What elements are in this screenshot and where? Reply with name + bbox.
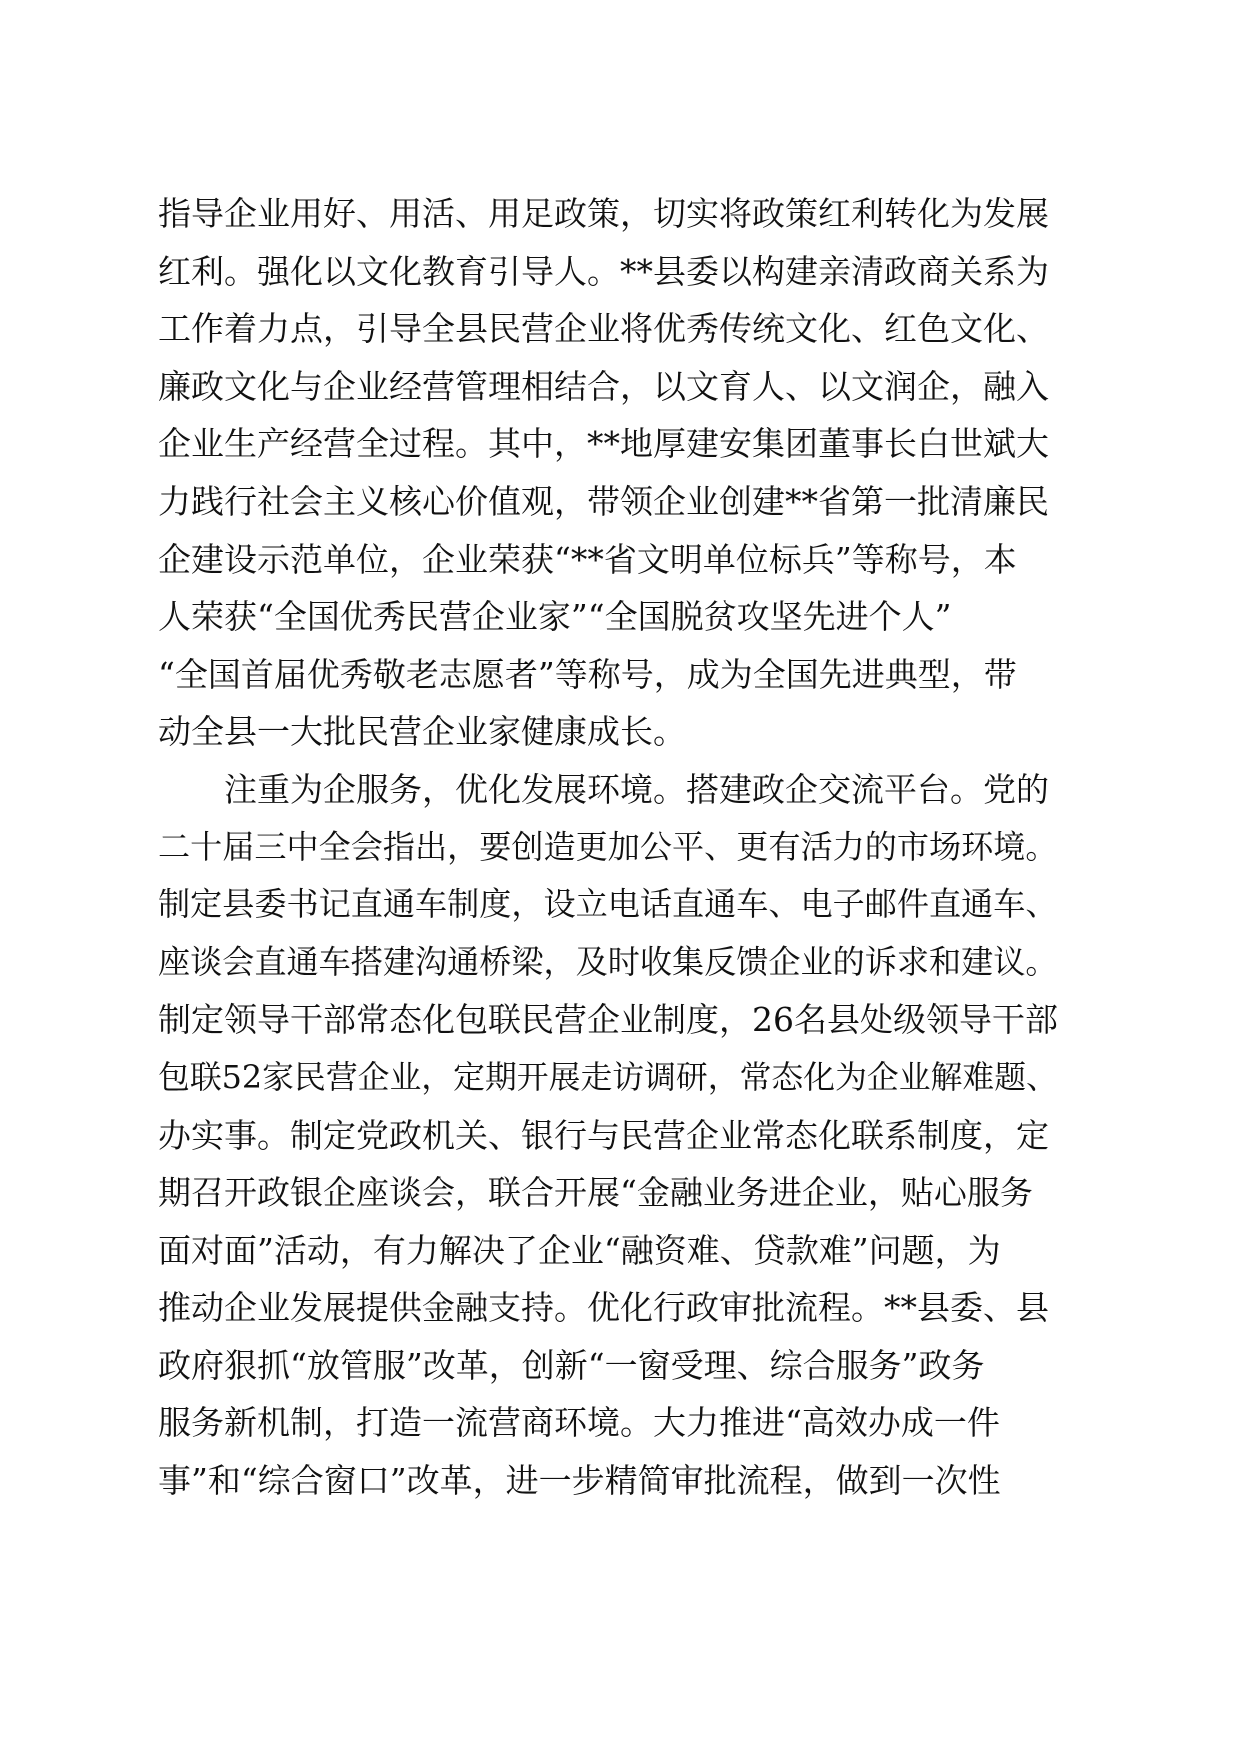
- text-line: 办实事。制定党政机关、银行与民营企业常态化联系制度，定: [158, 1115, 1049, 1155]
- text-line: 二十届三中全会指出，要创造更加公平、更有活力的市场环境。: [158, 827, 1058, 866]
- text-line: 服务新机制，打造一流营商环境。大力推进“高效办成一件: [158, 1403, 1000, 1443]
- text-line: 政府狠抓“放管服”改革，创新“一窗受理、综合服务”政务: [158, 1345, 985, 1385]
- text-line: 企业生产经营全过程。其中，**地厚建安集团董事长白世斌大: [158, 424, 1049, 464]
- text-line: 包联52家民营企业，定期开展走访调研，常态化为企业解难题、: [158, 1057, 1058, 1096]
- text-line: 制定县委书记直通车制度，设立电话直通车、电子邮件直通车、: [158, 885, 1058, 924]
- text-line: 面对面”活动，有力解决了企业“融资难、贷款难”问题，为: [158, 1230, 1001, 1270]
- text-line: 制定领导干部常态化包联民营企业制度，26名县处级领导干部: [158, 1000, 1058, 1040]
- paragraph-start-line: 注重为企服务，优化发展环境。搭建政企交流平台。党的: [224, 769, 1049, 809]
- text-line: 工作着力点，引导全县民营企业将优秀传统文化、红色文化、: [158, 309, 1049, 349]
- text-line: 期召开政银企座谈会，联合开展“金融业务进企业，贴心服务: [158, 1173, 1033, 1213]
- text-line: 力践行社会主义核心价值观，带领企业创建**省第一批清廉民: [158, 481, 1049, 521]
- text-line: 动全县一大批民营企业家健康成长。: [158, 712, 686, 752]
- text-line: 推动企业发展提供金融支持。优化行政审批流程。**县委、县: [158, 1288, 1049, 1328]
- text-line: 廉政文化与企业经营管理相结合，以文育人、以文润企，融入: [158, 366, 1049, 406]
- text-line: 红利。强化以文化教育引导人。**县委以构建亲清政商关系为: [158, 251, 1049, 291]
- body-text: [158, 185, 1058, 1510]
- text-line: 座谈会直通车搭建沟通桥梁，及时收集反馈企业的诉求和建议。: [158, 942, 1058, 981]
- text-line: 人荣获“全国优秀民营企业家”“全国脱贫攻坚先进个人”: [158, 597, 952, 637]
- text-line: 企建设示范单位，企业荣获“**省文明单位标兵”等称号，本: [158, 539, 1017, 579]
- text-line: “全国首届优秀敬老志愿者”等称号，成为全国先进典型，带: [158, 654, 1017, 694]
- text-line: 指导企业用好、用活、用足政策，切实将政策红利转化为发展: [158, 194, 1049, 233]
- text-line: 事”和“综合窗口”改革，进一步精简审批流程，做到一次性: [158, 1461, 1001, 1501]
